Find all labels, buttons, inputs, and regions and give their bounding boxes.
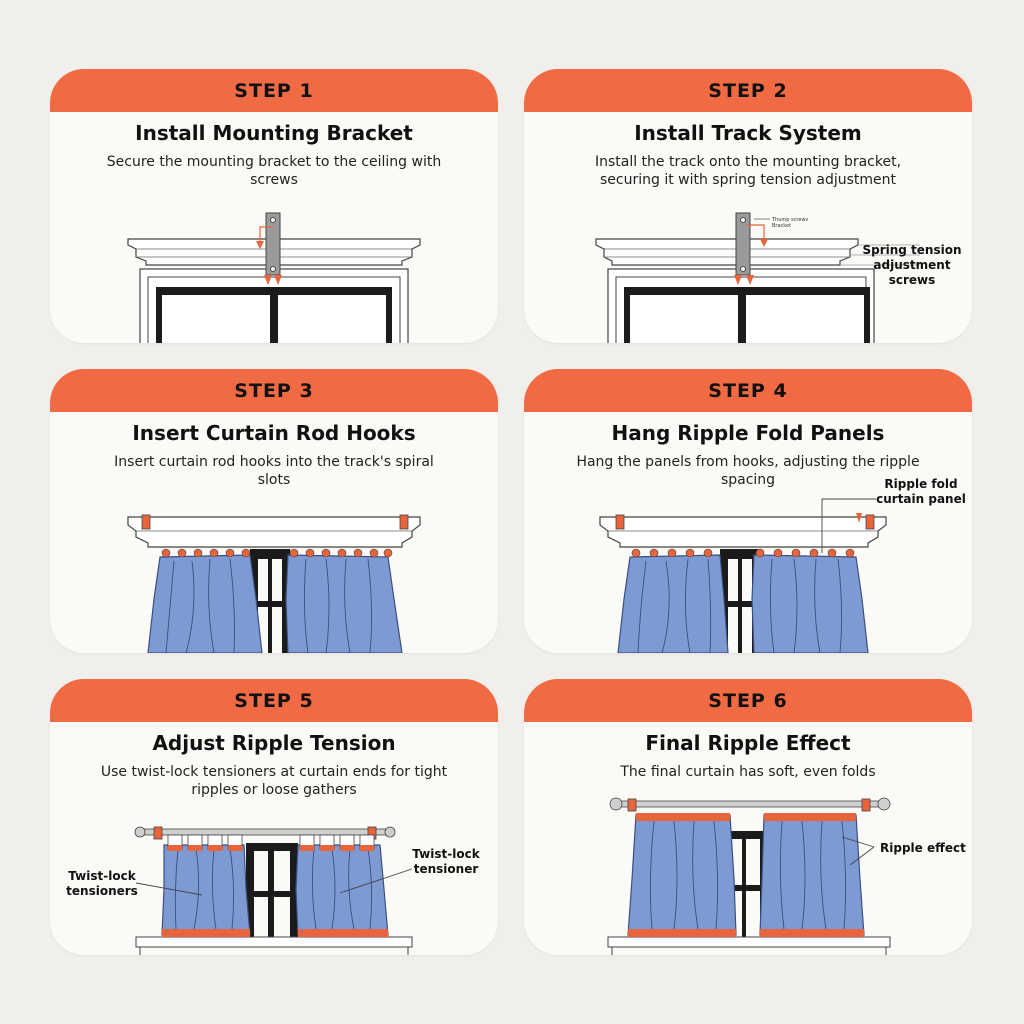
ripple-fold-callout: Ripple fold curtain panel bbox=[876, 477, 966, 506]
step-card-3 bbox=[50, 369, 498, 653]
step-label: STEP 5 bbox=[234, 689, 314, 712]
step-card-5 bbox=[50, 679, 498, 955]
spring-tension-callout: Spring tension adjustment screws bbox=[862, 243, 962, 287]
step-card-2 bbox=[524, 69, 972, 343]
step-label: STEP 1 bbox=[234, 79, 314, 102]
step-title: Hang Ripple Fold Panels bbox=[611, 421, 885, 445]
step-title: Adjust Ripple Tension bbox=[152, 731, 396, 755]
step-description: Use twist-lock tensioners at curtain ends for tight ripples or loose gathers bbox=[100, 764, 448, 798]
mounting-bracket-illustration bbox=[50, 69, 498, 343]
ripple-fold-panels-illustration bbox=[524, 369, 972, 653]
step-label: STEP 3 bbox=[234, 379, 314, 402]
step-title: Install Track System bbox=[634, 121, 862, 145]
step-description: The final curtain has soft, even folds bbox=[620, 764, 876, 780]
step-title: Insert Curtain Rod Hooks bbox=[132, 421, 416, 445]
step-description: Insert curtain rod hooks into the track's spiral slots bbox=[114, 454, 434, 488]
step-label: STEP 4 bbox=[708, 379, 788, 402]
step-label: STEP 6 bbox=[708, 689, 788, 712]
step-card-1 bbox=[50, 69, 498, 343]
step-title: Final Ripple Effect bbox=[645, 731, 851, 755]
step-card-6 bbox=[524, 679, 972, 955]
step-description: Secure the mounting bracket to the ceiling with screws bbox=[106, 154, 442, 188]
track-system-illustration bbox=[524, 69, 972, 343]
final-ripple-illustration bbox=[524, 679, 972, 955]
curtain-hooks-illustration bbox=[50, 369, 498, 653]
ripple-effect-callout: Ripple effect bbox=[880, 841, 966, 855]
step-title: Install Mounting Bracket bbox=[135, 121, 413, 145]
step-card-4 bbox=[524, 369, 972, 653]
ripple-tension-illustration bbox=[50, 679, 498, 955]
twist-lock-left-callout: Twist-lock tensioners bbox=[66, 869, 138, 898]
tiny-annotation: Thump screws Bracket bbox=[772, 217, 809, 229]
step-label: STEP 2 bbox=[708, 79, 788, 102]
twist-lock-right-callout: Twist-lock tensioner bbox=[412, 847, 480, 876]
step-description: Hang the panels from hooks, adjusting the ripple spacing bbox=[576, 454, 920, 488]
step-description: Install the track onto the mounting bracket, securing it with spring tension adjustment bbox=[594, 154, 902, 188]
